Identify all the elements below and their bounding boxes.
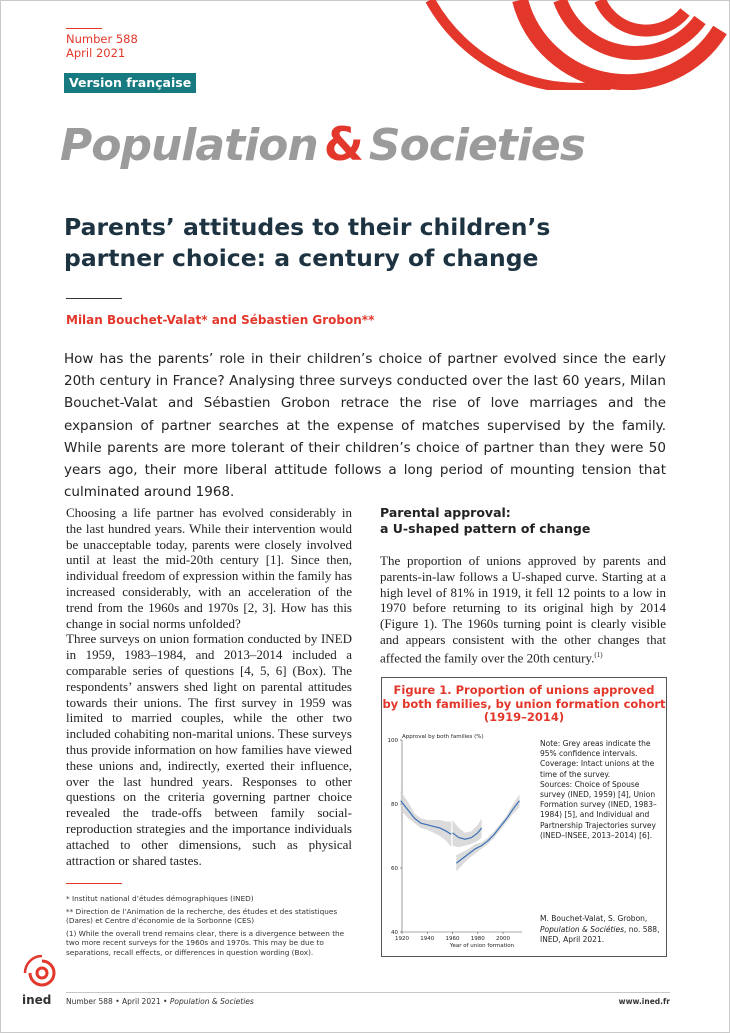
footer-rule: [66, 992, 670, 993]
section-heading-line: Parental approval:: [380, 505, 511, 520]
body-paragraph: Three surveys on union formation conducted by INED in 1959, 1983–1984, and 2013–2014 included a comparable series of questions [4, 5, 6] (Box). The respondents’ answers shed light on parental attitudes towards their unions. The first survey in 1959 was limited to married couples, while the other two included cohabiting non-marital unions. These surveys thus provide information on how families have viewed these unions and, indirectly, exerted their influence, over the last hundred years. Responses to other questions on the criteria governing partner choice revealed the trade-offs between family social-reproduction strategies and the importance individuals attached to other dimensions, such as physical attraction or shared tastes.: [66, 631, 352, 868]
figure-note: Note: Grey areas indicate the 95% confidence intervals.: [540, 739, 651, 759]
y-tick-label: 60: [391, 866, 398, 872]
footnote-rule: [66, 883, 122, 884]
x-tick-label: 1980: [470, 936, 485, 942]
figure-title-line: by both families, by union formation cohort: [382, 696, 666, 711]
section-heading: [380, 505, 670, 537]
masthead-population: Population: [60, 120, 318, 171]
masthead-title: [60, 117, 585, 171]
body-column-right: [380, 553, 666, 666]
figure-credit: [540, 914, 664, 946]
y-axis-label: Approval by both families (%): [402, 734, 484, 740]
footnote-affiliation-2: ** Direction de l’Animation de la recherche, des études et des statistiques (Dares) et Centre d’économie de la Sorbonne (CES): [66, 906, 338, 926]
footer-citation: [66, 997, 254, 1006]
figure-credit-line: INED, April 2021.: [540, 935, 605, 944]
x-tick-label: 1940: [420, 936, 435, 942]
x-tick-label: 2000: [496, 936, 511, 942]
masthead-arcs-graphic: [400, 0, 730, 90]
footnotes: [66, 894, 356, 961]
confidence-band-1: [401, 791, 452, 847]
masthead-ampersand: &: [323, 117, 363, 171]
footnote-ref[interactable]: (1): [594, 650, 603, 659]
figure-coverage: Coverage: Intact unions at the time of the survey.: [540, 759, 655, 779]
x-tick-label: 1960: [445, 936, 460, 942]
figure-credit-issue: , no. 588,: [624, 924, 660, 934]
figure-sources: Sources: Choice of Spouse survey (INED, 1959) [4], Union Formation survey (INED, 1983–1984) [5], and Individual and Partnership Trajectories survey (INED–INSEE, 2013–2014) [6].: [540, 779, 657, 840]
article-authors: Milan Bouchet-Valat* and Sébastien Grobon**: [66, 313, 375, 327]
footnote-affiliation-1: * Institut national d’études démographiques (INED): [66, 894, 254, 903]
article-abstract: How has the parents’ role in their children’s choice of partner evolved since the early 20th century in France? Analysing three surveys conducted over the last 60 years, Milan Bouchet-Valat and Sébastien Grobon retrace the rise of love marriages and the expansion of partner searches at the expense of matches supervised by the family. While parents are more tolerant of their children’s choice of partner than they were 50 years ago, their more liberal attitude follows a long period of mounting tension that culminated around 1968.: [64, 351, 666, 501]
ined-logo-icon[interactable]: [22, 955, 58, 991]
section-heading-line: a U-shaped pattern of change: [380, 521, 591, 536]
issue-date: April 2021: [66, 46, 126, 60]
figure-credit-journal: Population & Sociéties: [540, 924, 625, 934]
title-divider: [66, 298, 122, 299]
issue-info: [66, 32, 138, 60]
figure-credit-line: M. Bouchet-Valat, S. Grobon,: [540, 914, 648, 923]
y-tick-label: 100: [387, 738, 398, 744]
figure-notes: [540, 739, 662, 841]
y-tick-label: 80: [391, 802, 398, 808]
body-column-left: [66, 505, 352, 868]
masthead-societies: Societies: [368, 120, 585, 171]
version-francaise-link[interactable]: Version française: [64, 73, 196, 93]
issue-number: Number 588: [66, 32, 138, 46]
x-tick-label: 1920: [395, 936, 409, 942]
figure-1-chart: [382, 678, 540, 956]
footer-journal: Population & Societies: [169, 997, 254, 1006]
figure-title-line: (1919–2014): [483, 710, 565, 724]
footer-website-link[interactable]: www.ined.fr: [618, 997, 670, 1006]
issue-rule: [66, 28, 102, 29]
body-paragraph: Choosing a life partner has evolved considerably in the last hundred years. While their intervention would be unacceptable today, parents were closely involved until at least the mid-20th century [1]. Since then, individual freedom of expression within the family has increased considerably, with an acceleration of the trend from the 1960s and 1970s [2, 3]. How has this change in social norms unfolded?: [66, 505, 352, 631]
y-tick-label: 40: [391, 930, 398, 936]
body-paragraph: The proportion of unions approved by parents and parents-in-law follows a U-shaped curve. Starting at a high level of 81% in 1919, it fell 12 points to a low in 1970 before returning to its original high by 2014 (Figure 1). The 1960s turning point is clearly visible and appears consistent with the other changes that affected the family over the 20th century.: [380, 553, 666, 666]
x-axis-label: Year of union formation: [449, 943, 515, 949]
article-title: Parents’ attitudes to their children’s partner choice: a century of change: [64, 213, 551, 272]
figure-1-box: [381, 677, 667, 957]
figure-title-line: Figure 1. Proportion of unions approved: [393, 683, 655, 697]
footnote-1: (1) While the overall trend remains clear, there is a divergence between the two more recent surveys for the 1960s and 1970s. This may be due to separations, recall effects, or differences in question wording (Box).: [66, 928, 345, 957]
ined-logo-text: ined: [22, 993, 52, 1007]
footer-issue: Number 588 • April 2021 •: [66, 997, 170, 1006]
figure-credit-line: [540, 925, 664, 936]
